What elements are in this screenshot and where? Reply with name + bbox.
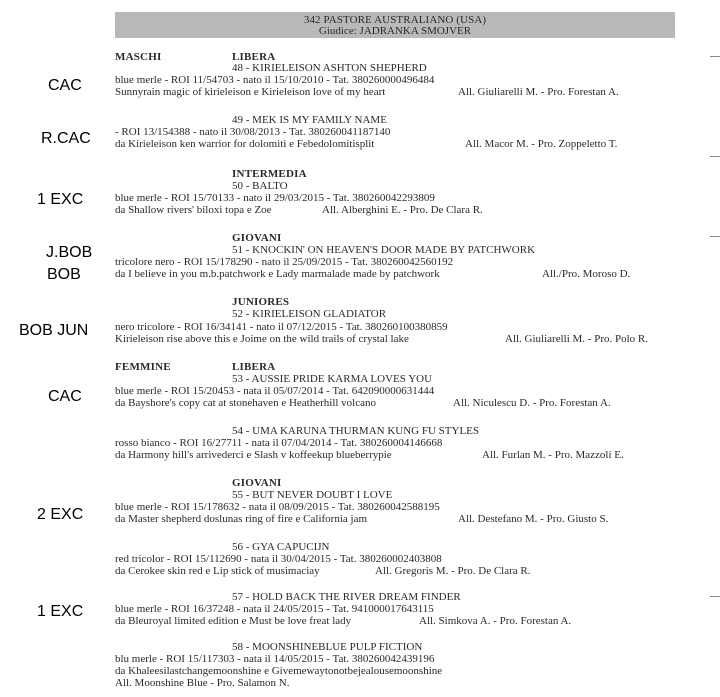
entry-54-title: 54 - UMA KARUNA THURMAN KUNG FU STYLES — [232, 425, 480, 437]
catalog-header — [115, 12, 675, 38]
judge-name: Giudice: JADRANKA SMOJVER — [318, 25, 472, 37]
entry-54-details: rosso bianco - ROI 16/27711 - nata il 07/04/2014 - Tat. 380260004146668 — [115, 437, 443, 449]
entry-48-details: blue merle - ROI 11/54703 - nato il 15/10/2010 - Tat. 380260000496484 — [115, 74, 435, 86]
entry-52-owner: All. Giuliarelli M. - Pro. Polo R. — [505, 333, 648, 345]
entry-52-title: 52 - KIRIELEISON GLADIATOR — [232, 308, 387, 320]
entry-58-details: blu merle - ROI 15/117303 - nata il 14/05/2015 - Tat. 380260042439196 — [115, 653, 435, 665]
entry-48-owner: All. Giuliarelli M. - Pro. Forestan A. — [458, 86, 619, 98]
scan-mark — [710, 56, 720, 57]
entry-48-parents: Sunnyrain magic of kirieleison e Kirieleison love of my heart — [115, 86, 386, 98]
entry-48-title: 48 - KIRIELEISON ASHTON SHEPHERD — [232, 62, 427, 74]
section-maschi: MASCHI — [115, 51, 162, 63]
class-intermedia: INTERMEDIA — [232, 168, 307, 180]
entry-54-owner: All. Furlan M. - Pro. Mazzoli E. — [482, 449, 624, 461]
entry-51-owner: All./Pro. Moroso D. — [542, 268, 631, 280]
class-giovani-maschi: GIOVANI — [232, 232, 282, 244]
entry-50-title: 50 - BALTO — [232, 180, 288, 192]
class-giovani-femmine: GIOVANI — [232, 477, 282, 489]
class-juniores: JUNIORES — [232, 296, 290, 308]
entry-57-parents: da Bleuroyal limited edition e Must be love freat lady — [115, 615, 352, 627]
entry-51-parents: da I believe in you m.b.patchwork e Lady marmalade made by patchwork — [115, 268, 440, 280]
entry-57-title: 57 - HOLD BACK THE RIVER DREAM FINDER — [232, 591, 461, 603]
entry-53-owner: All. Niculescu D. - Pro. Forestan A. — [453, 397, 611, 409]
entry-50-parents: da Shallow rivers' biloxi topa e Zoe — [115, 204, 272, 216]
entry-50-owner: All. Alberghini E. - Pro. De Clara R. — [322, 204, 483, 216]
award-51-bob: BOB — [47, 266, 81, 283]
entry-56-title: 56 - GYA CAPUCIJN — [232, 541, 330, 553]
entry-56-owner: All. Gregoris M. - Pro. De Clara R. — [375, 565, 531, 577]
award-51-jbob: J.BOB — [46, 244, 93, 261]
entry-54-parents: da Harmony hill's arrivederci e Slash v koffeekup blueberrypie — [115, 449, 392, 461]
class-libera-femmine: LIBERA — [232, 361, 276, 373]
entry-55-title: 55 - BUT NEVER DOUBT I LOVE — [232, 489, 393, 501]
scan-mark — [710, 596, 720, 597]
entry-51-title: 51 - KNOCKIN' ON HEAVEN'S DOOR MADE BY PATCHWORK — [232, 244, 536, 256]
breed-title: 342 PASTORE AUSTRALIANO (USA) — [303, 14, 487, 26]
award-57: 1 EXC — [37, 603, 84, 620]
entry-55-owner: All. Destefano M. - Pro. Giusto S. — [458, 513, 609, 525]
section-femmine: FEMMINE — [115, 361, 171, 373]
scan-mark — [710, 156, 720, 157]
entry-55-details: blue merle - ROI 15/178632 - nata il 08/09/2015 - Tat. 380260042588195 — [115, 501, 440, 513]
entry-56-parents: da Cerokee skin red e Lip stick of musimaciay — [115, 565, 320, 577]
award-52: BOB JUN — [19, 322, 89, 339]
entry-53-details: blue merle - ROI 15/20453 - nata il 05/07/2014 - Tat. 642090000631444 — [115, 385, 435, 397]
award-50: 1 EXC — [37, 191, 84, 208]
entry-49-parents: da Kirieleison ken warrior for dolomiti e Febedolomitisplit — [115, 138, 375, 150]
award-48: CAC — [48, 77, 82, 94]
entry-50-details: blue merle - ROI 15/70133 - nato il 29/03/2015 - Tat. 380260042293809 — [115, 192, 435, 204]
entry-58-owner: All. Moonshine Blue - Pro. Salamon N. — [115, 677, 290, 689]
entry-56-details: red tricolor - ROI 15/112690 - nata il 30/04/2015 - Tat. 380260002403808 — [115, 553, 442, 565]
scan-mark — [710, 236, 720, 237]
award-53: CAC — [48, 388, 82, 405]
entry-57-owner: All. Simkova A. - Pro. Forestan A. — [419, 615, 572, 627]
entry-55-parents: da Master shepherd doslunas ring of fire e California jam — [115, 513, 368, 525]
entry-58-parents: da Khaleesilastchangemoonshine e Givemewaytonotbejealousemoonshine — [115, 665, 443, 677]
entry-57-details: blue merle - ROI 16/37248 - nata il 24/05/2015 - Tat. 941000017643115 — [115, 603, 434, 615]
award-55: 2 EXC — [37, 506, 84, 523]
entry-51-details: tricolore nero - ROI 15/178290 - nato il 25/09/2015 - Tat. 380260042560192 — [115, 256, 454, 268]
entry-49-details: - ROI 13/154388 - nato il 30/08/2013 - Tat. 380260041187140 — [115, 126, 391, 138]
entry-53-title: 53 - AUSSIE PRIDE KARMA LOVES YOU — [232, 373, 433, 385]
entry-52-parents: Kirieleison rise above this e Joime on the wild trails of crystal lake — [115, 333, 409, 345]
class-libera-maschi: LIBERA — [232, 51, 276, 63]
entry-52-details: nero tricolore - ROI 16/34141 - nato il 07/12/2015 - Tat. 380260100380859 — [115, 321, 448, 333]
entry-49-owner: All. Macor M. - Pro. Zoppeletto T. — [465, 138, 618, 150]
entry-49-title: 49 - MEK IS MY FAMILY NAME — [232, 114, 387, 126]
award-49: R.CAC — [41, 130, 91, 147]
entry-53-parents: da Bayshore's copy cat at stonehaven e Heatherhill volcano — [115, 397, 376, 409]
entry-58-title: 58 - MOONSHINEBLUE PULP FICTION — [232, 641, 423, 653]
